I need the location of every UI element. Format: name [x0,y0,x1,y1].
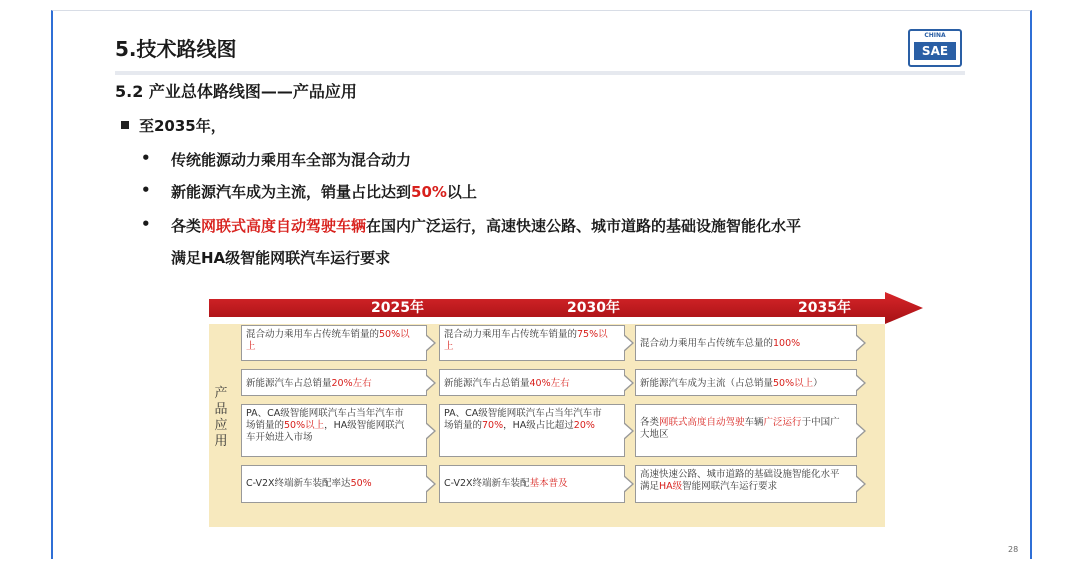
roadmap-cell: C-V2X终端新车装配率达50% [241,465,427,503]
roadmap-cell: 各类网联式高度自动驾驶车辆广泛运行于中国广大地区 [635,404,857,457]
year-2030: 2030年 [567,300,620,316]
bullet-dot-icon: • [141,215,151,233]
roadmap-cell: PA、CA级智能网联汽车占当年汽车市场销量的50%以上，HA级智能网联汽车开始进入市场 [241,404,427,457]
bullet-dot-icon: • [141,149,151,167]
main-bullet [121,115,226,136]
logo-bottom-text: SAE [914,42,956,60]
bullet-text: 传统能源动力乘用车全部为混合动力 [171,151,412,169]
roadmap-cell: 新能源汽车成为主流（占总销量50%以上） [635,369,857,396]
roadmap-cell: 混合动力乘用车占传统车总量的100% [635,325,857,361]
year-2025: 2025年 [371,300,424,316]
title-underline [115,71,965,75]
main-bullet-text: 至2035年， [139,117,226,135]
bullet-text-continuation: 满足HA级智能网联汽车运行要求 [171,249,391,267]
title-bar [53,29,913,63]
roadmap-cell: C-V2X终端新车装配基本普及 [439,465,625,503]
bullet-dot-icon: • [141,181,151,199]
square-bullet-icon [121,121,129,129]
roadmap-cell: 高速快速公路、城市道路的基础设施智能化水平满足HA级智能网联汽车运行要求 [635,465,857,503]
roadmap-cell: 新能源汽车占总销量20%左右 [241,369,427,396]
slide-title: 5.技术路线图 [115,37,237,61]
roadmap-cell: PA、CA级智能网联汽车占当年汽车市场销量的70%，HA级占比超过20% [439,404,625,457]
roadmap-cell: 混合动力乘用车占传统车销量的75%以上 [439,325,625,361]
logo-top-text: CHINA [924,32,946,39]
year-2035: 2035年 [798,300,851,316]
category-label: 产品应用 [214,386,228,449]
page-number: 28 [1008,545,1019,554]
roadmap-cell: 混合动力乘用车占传统车销量的50%以上 [241,325,427,361]
bullet-text: 新能源汽车成为主流，销量占比达到50%以上 [171,183,477,201]
section-subtitle: 5.2 产业总体路线图——产品应用 [115,82,357,101]
bullet-text: 各类网联式高度自动驾驶车辆在国内广泛运行，高速快速公路、城市道路的基础设施智能化水平 [171,217,802,235]
slide [51,10,1032,559]
china-sae-logo [908,29,962,67]
roadmap-cell: 新能源汽车占总销量40%左右 [439,369,625,396]
